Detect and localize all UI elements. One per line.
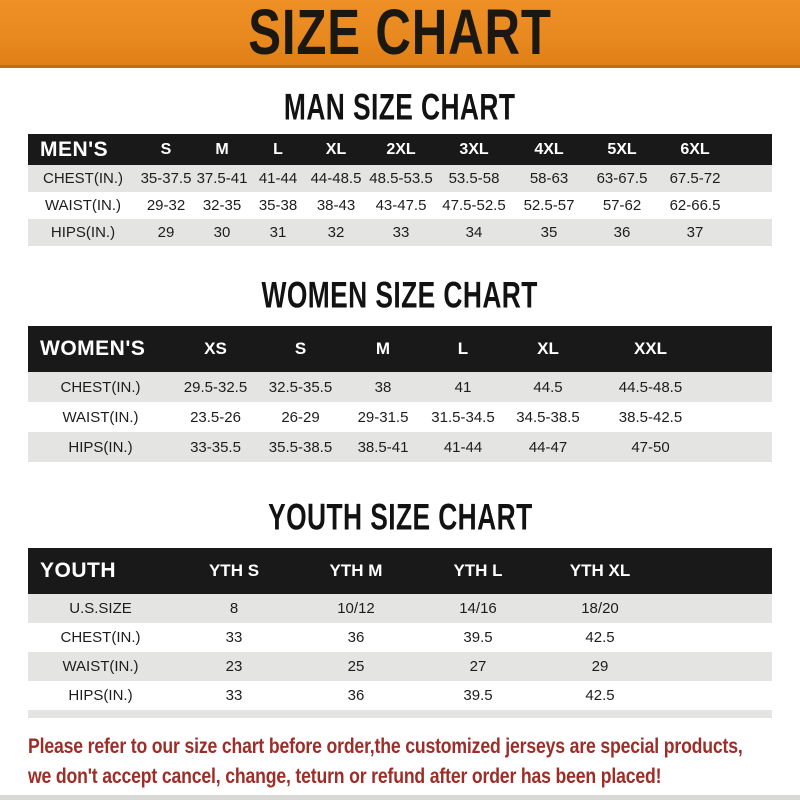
section-women [0,273,800,462]
table-bottom-strip-cell [28,710,772,718]
size-value-cell: 32 [327,224,345,241]
size-value-cell: 67.5-72 [669,170,721,187]
size-value-cell: 39.5 [463,687,493,704]
row-label: CHEST(IN.) [60,629,141,646]
size-value-cell: 43-47.5 [375,197,427,214]
row-label: CHEST(IN.) [60,378,141,396]
row-label: WAIST(IN.) [44,197,122,214]
women-section-heading [0,273,800,316]
measurement-row [28,372,772,402]
men-group-label: MEN'S [28,134,138,165]
size-value-cell: 44-47 [528,438,568,456]
footer-note-line-1-wrap [28,732,772,762]
size-value-cell: 32.5-35.5 [268,378,333,396]
row-label: WAIST(IN.) [62,658,139,675]
size-column-header: YTH M [295,548,417,594]
men-header-bar [28,134,772,165]
size-value-cell: 47-50 [631,438,670,456]
spacer-cell [661,594,772,623]
size-value-cell: 47.5-52.5 [442,197,506,214]
size-value-cell: 23.5-26 [190,408,241,426]
bottom-edge-divider [0,795,800,800]
row-label: CHEST(IN.) [43,170,123,187]
measurement-row [28,594,772,623]
size-column-header: YTH L [417,548,539,594]
women-section-heading-text: WOMEN SIZE CHART [261,273,539,316]
size-value-cell: 34.5-38.5 [516,408,580,426]
footer-note-line-1: Please refer to our size chart before order,the customized jerseys are special products, [28,735,743,758]
women-size-table [28,326,772,462]
size-value-cell: 35.5-38.5 [268,438,333,456]
size-value-cell: 29 [157,224,175,241]
size-value-cell: 32-35 [202,197,242,214]
spacer-cell [661,681,772,710]
size-value-cell: 18/20 [581,600,619,617]
size-value-cell: 38-43 [316,197,356,214]
size-value-cell: 44.5 [533,378,563,396]
youth-section-heading-text: YOUTH SIZE CHART [267,495,533,538]
youth-section-heading [0,495,800,538]
size-value-cell: 8 [229,600,239,617]
size-value-cell: 29-32 [146,197,186,214]
size-value-cell: 42.5 [585,629,615,646]
spacer-cell [708,402,772,432]
size-column-header: L [250,134,306,165]
spacer-cell [732,165,772,192]
spacer-cell [661,652,772,681]
size-value-cell: 38.5-41 [357,438,409,456]
size-value-cell: 34 [465,224,483,241]
size-value-cell: 35-38 [258,197,298,214]
size-value-cell: 42.5 [585,687,615,704]
size-value-cell: 27 [469,658,487,675]
spacer-cell [732,219,772,246]
size-value-cell: 31 [269,224,287,241]
spacer-cell [661,623,772,652]
size-column-header: XL [503,326,593,372]
spacer-cell [708,372,772,402]
size-value-cell: 41-44 [258,170,298,187]
row-label: U.S.SIZE [69,600,132,617]
measurement-row [28,165,772,192]
footer-note [0,732,800,792]
size-column-header: 6XL [658,134,732,165]
size-value-cell: 58-63 [529,170,569,187]
size-column-header: 3XL [436,134,512,165]
size-value-cell: 38 [374,378,392,396]
women-group-label: WOMEN'S [28,326,173,372]
men-size-table [28,134,772,246]
youth-group-label: YOUTH [28,548,173,594]
spacer-cell [661,548,772,594]
size-value-cell: 44.5-48.5 [618,378,683,396]
size-value-cell: 33-35.5 [190,438,241,456]
size-column-header: L [423,326,503,372]
size-value-cell: 10/12 [337,600,375,617]
row-label: HIPS(IN.) [50,224,116,241]
spacer-cell [732,134,772,165]
size-value-cell: 31.5-34.5 [431,408,495,426]
size-value-cell: 29 [591,658,609,675]
size-value-cell: 35-37.5 [140,170,192,187]
size-value-cell: 62-66.5 [669,197,721,214]
size-value-cell: 44-48.5 [310,170,362,187]
size-column-header: S [258,326,343,372]
footer-note-line-2: we don't accept cancel, change, teturn or refund after order has been placed! [28,765,662,788]
size-value-cell: 35 [540,224,558,241]
footer-note-line-2-wrap [28,762,772,792]
row-label: HIPS(IN.) [68,687,133,704]
row-label: HIPS(IN.) [68,438,133,456]
section-men [0,85,800,246]
measurement-row [28,219,772,246]
measurement-row [28,681,772,710]
size-value-cell: 52.5-57 [523,197,575,214]
size-value-cell: 25 [347,658,365,675]
size-column-header: 2XL [366,134,436,165]
size-value-cell: 36 [347,629,365,646]
size-chart-content [0,85,800,718]
size-value-cell: 29.5-32.5 [183,378,248,396]
size-column-header: 5XL [586,134,658,165]
table-bottom-strip [28,710,772,718]
women-header-bar [28,326,772,372]
size-value-cell: 38.5-42.5 [618,408,683,426]
youth-header-bar [28,548,772,594]
size-chart-banner [0,0,800,68]
measurement-row [28,432,772,462]
size-column-header: S [138,134,194,165]
size-value-cell: 33 [392,224,410,241]
size-value-cell: 53.5-58 [448,170,500,187]
section-youth [0,495,800,718]
size-value-cell: 30 [213,224,231,241]
size-value-cell: 26-29 [281,408,320,426]
size-column-header: XS [173,326,258,372]
size-column-header: XL [306,134,366,165]
size-value-cell: 36 [613,224,631,241]
size-column-header: YTH S [173,548,295,594]
measurement-row [28,402,772,432]
size-value-cell: 39.5 [463,629,493,646]
size-value-cell: 57-62 [602,197,642,214]
youth-size-table [28,548,772,718]
size-value-cell: 29-31.5 [357,408,409,426]
spacer-cell [708,326,772,372]
men-section-heading [0,85,800,128]
size-value-cell: 37.5-41 [196,170,248,187]
size-value-cell: 41 [454,378,472,396]
size-value-cell: 23 [225,658,243,675]
spacer-cell [732,192,772,219]
size-value-cell: 41-44 [443,438,483,456]
size-value-cell: 14/16 [459,600,497,617]
measurement-row [28,652,772,681]
spacer-cell [708,432,772,462]
size-column-header: M [343,326,423,372]
size-value-cell: 63-67.5 [596,170,648,187]
size-column-header: XXL [593,326,708,372]
men-section-heading-text: MAN SIZE CHART [284,85,516,128]
size-value-cell: 36 [347,687,365,704]
size-column-header: M [194,134,250,165]
size-column-header: 4XL [512,134,586,165]
measurement-row [28,623,772,652]
size-value-cell: 33 [225,629,243,646]
size-value-cell: 48.5-53.5 [369,170,433,187]
row-label: WAIST(IN.) [62,408,139,426]
page-title: SIZE CHART [248,0,552,69]
measurement-row [28,192,772,219]
size-value-cell: 37 [686,224,704,241]
size-column-header: YTH XL [539,548,661,594]
size-value-cell: 33 [225,687,243,704]
